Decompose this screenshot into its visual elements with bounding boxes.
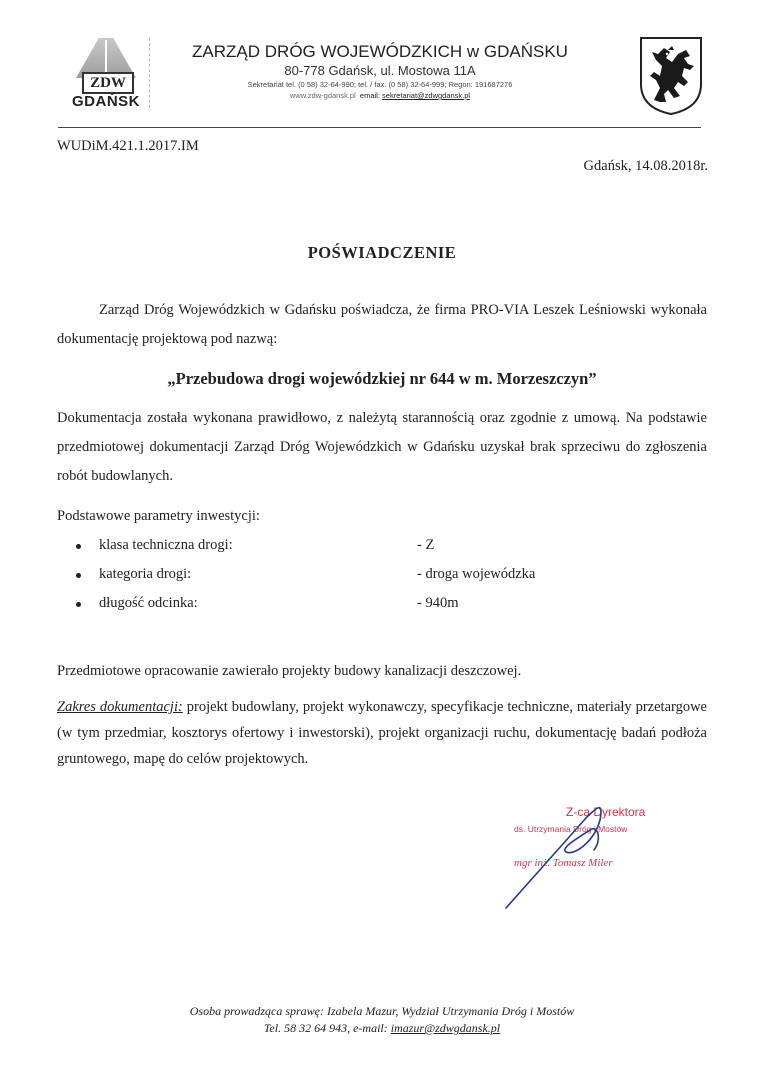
scope-text: projekt budowlany, projekt wykonawczy, specyfikacje techniczne, materiały przetargowe (w tym przedmiar, kosztorys ofertowy i inwestorski), projekt organizacji ruchu, dokumentację badań podłoża gruntowego, mapę do celów projektowych. — [57, 699, 707, 767]
bullet-icon — [76, 573, 81, 578]
param-value: - droga wojewódzka — [417, 566, 536, 582]
header-rule — [58, 127, 701, 128]
document-date: Gdańsk, 14.08.2018r. — [583, 158, 708, 174]
param-name: długość odcinka: — [99, 595, 198, 611]
bullet-icon — [76, 602, 81, 607]
params-heading: Podstawowe parametry inwestycji: — [57, 508, 260, 524]
org-website: www.zdw-gdansk.pl — [289, 91, 356, 100]
signature-stamp — [486, 780, 686, 920]
stamp-line-1: Z-ca Dyrektora — [566, 805, 646, 819]
footer-line-2 — [0, 1020, 764, 1037]
scope-paragraph — [57, 694, 707, 772]
param-name: kategoria drogi: — [99, 566, 192, 582]
scope-note: Przedmiotowe opracowanie zawierało projekty budowy kanalizacji deszczowej. — [57, 663, 522, 679]
project-name: „Przebudowa drogi wojewódzkiej nr 644 w m. Morzeszczyn” — [167, 369, 597, 388]
zdw-logo — [66, 38, 148, 112]
scope-label: Zakres dokumentacji: — [57, 699, 183, 715]
param-value: - Z — [417, 537, 435, 553]
footer-phone: Tel. 58 32 64 943, e-mail: — [263, 1021, 391, 1035]
footer — [0, 1003, 764, 1037]
letterhead — [160, 42, 600, 101]
param-value: - 940m — [417, 595, 459, 611]
footer-email-link[interactable]: imazur@zdwgdansk.pl — [390, 1021, 501, 1035]
logo-city: GDAŃSK — [72, 93, 141, 110]
stamp-line-2: ds. Utrzymania Dróg i Mostów — [514, 824, 628, 834]
org-name: ZARZĄD DRÓG WOJEWÓDZKICH w GDAŃSKU — [192, 42, 568, 61]
bullet-icon — [76, 544, 81, 549]
document-title: POŚWIADCZENIE — [307, 243, 457, 262]
org-web-email — [160, 90, 600, 101]
org-address: 80-778 Gdańsk, ul. Mostowa 11A — [284, 63, 476, 78]
email-label: email: — [359, 91, 380, 100]
evaluation-paragraph: Dokumentacja została wykonana prawidłowo, z należytą starannością oraz zgodnie z umową. Na podstawie przedmiotowej dokumentacji Zarząd Dróg Wojewódzkich w Gdańsku uzyskał brak sprzeciwu do zgłoszenia robót budowlanych. — [57, 410, 707, 484]
reference-number: WUDiM.421.1.2017.IM — [57, 138, 199, 154]
griffin-coat-of-arms-icon — [638, 36, 704, 116]
org-contact: Sekretariat tel. (0 58) 32-64-990; tel. / fax. (0 58) 32-64-999; Regon: 191687276 — [247, 80, 513, 89]
stamp-line-3: mgr inż. Tomasz Miler — [514, 857, 613, 869]
header-divider — [149, 38, 151, 108]
intro-paragraph: Zarząd Dróg Wojewódzkich w Gdańsku poświadcza, że firma PRO-VIA Leszek Leśniowski wykonała dokumentację projektową pod nazwą: — [57, 302, 707, 347]
org-email-link[interactable]: sekretariat@zdwgdansk.pl — [382, 91, 471, 100]
logo-box-text: ZDW — [82, 72, 134, 94]
param-name: klasa techniczna drogi: — [99, 537, 233, 553]
footer-line-1: Osoba prowadząca sprawę: Izabela Mazur, Wydział Utrzymania Dróg i Mostów — [189, 1004, 575, 1018]
